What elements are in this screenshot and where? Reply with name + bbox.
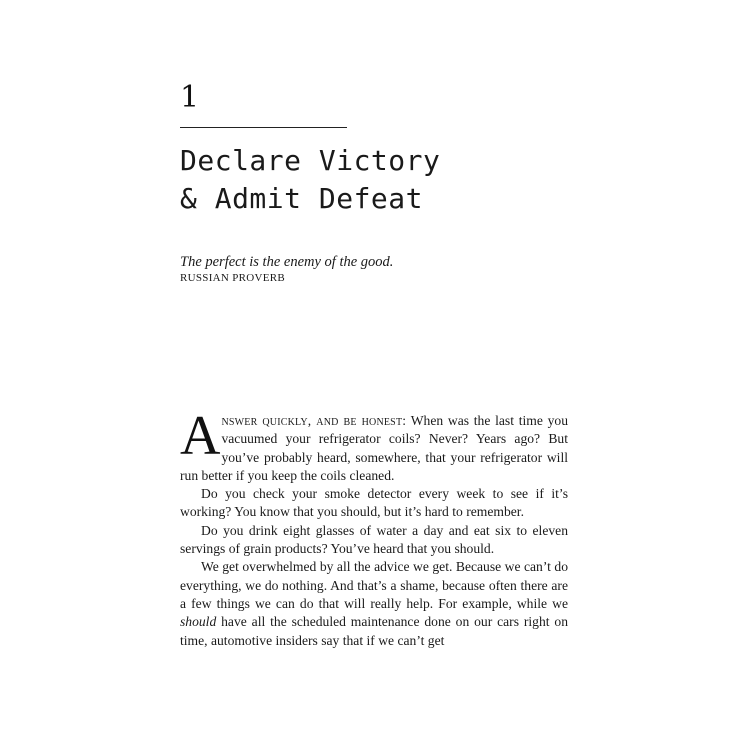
emphasis-should: should: [180, 614, 217, 630]
chapter-number: 1: [180, 80, 200, 115]
epigraph: [180, 254, 570, 285]
paragraph-4-text-b: have all the scheduled maintenance done on our cars right on time, automotive insiders say that if we can’t get: [180, 614, 568, 648]
chapter-divider: [180, 127, 347, 128]
paragraph-2: Do you check your smoke detector every week to see if it’s working? You know that you should, but it’s hard to remember.: [180, 486, 568, 520]
chapter-title: [180, 142, 580, 218]
drop-cap: A: [180, 405, 221, 467]
lead-in-text: nswer quickly, and be honest:: [221, 413, 407, 428]
paragraph-3: Do you drink eight glasses of water a day and eat six to eleven servings of grain products? You’ve heard that you should.: [180, 522, 568, 557]
paragraph-1: [180, 405, 569, 485]
epigraph-quote: The perfect is the enemy of the good.: [180, 254, 394, 270]
paragraph-4: [180, 558, 568, 649]
paragraph-1-text: When was the last time you vacuumed your refrigerator coils? Never? Years ago? But you’ve probably heard, somewhere, that your refrigerator will run better if you keep the coils cleaned.: [180, 413, 569, 483]
chapter-title-line-1: Declare Victory: [180, 144, 441, 177]
chapter-body: [180, 405, 569, 650]
chapter-title-line-2: & Admit Defeat: [180, 182, 424, 215]
epigraph-source: RUSSIAN PROVERB: [180, 272, 286, 284]
paragraph-4-text-a: We get overwhelmed by all the advice we get. Because we can’t do everything, we do nothing. And that’s a shame, because often there are a few things we can do that will really help. For example, while we: [180, 559, 568, 611]
